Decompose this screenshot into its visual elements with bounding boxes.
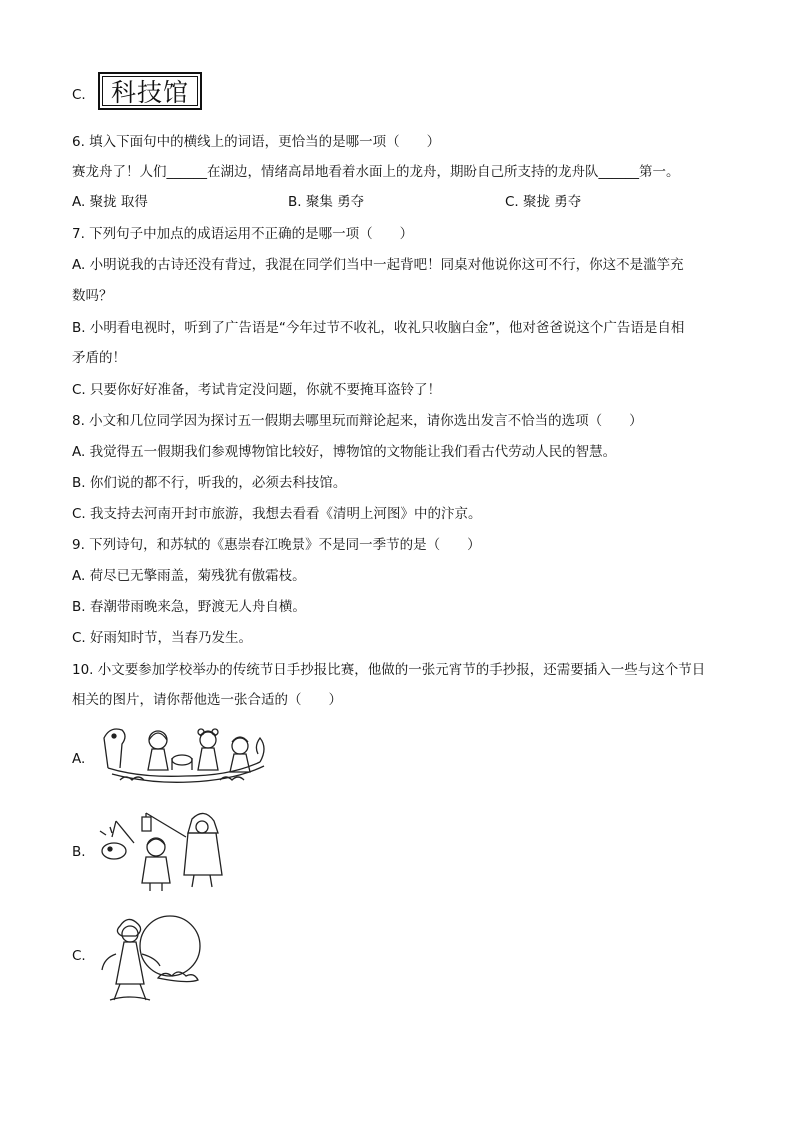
q6-sentence: 赛龙舟了！人们______在湖边，情绪高昂地看着水面上的龙舟，期盼自己所支持的龙舟队______第一。 — [72, 164, 680, 180]
q8-option-a[interactable]: A. 我觉得五一假期我们参观博物馆比较好，博物馆的文物能让我们看古代劳动人民的智慧。 — [72, 444, 617, 460]
q6-stem: 6. 填入下面句中的横线上的词语，更恰当的是哪一项（ ） — [72, 134, 441, 150]
sign-text: 科技馆 — [110, 78, 189, 107]
q7-option-b[interactable]: B. 小明看电视时，听到了广告语是“今年过节不收礼，收礼只收脑白金”，他对爸爸说这个广告语是自相 — [72, 320, 685, 336]
change-moon-picture[interactable] — [98, 914, 218, 1006]
q7-option-c[interactable]: C. 只要你好好准备，考试肯定没问题，你就不要掩耳盗铃了！ — [72, 382, 442, 398]
q6-option-c[interactable]: C. 聚拢 勇夺 — [505, 194, 582, 210]
q7-stem: 7. 下列句子中加点的成语运用不正确的是哪一项（ ） — [72, 226, 414, 242]
q9-option-a[interactable]: A. 荷尽已无擎雨盖，菊残犹有傲霜枝。 — [72, 568, 306, 584]
q9-stem: 9. 下列诗句，和苏轼的《惠崇春江晚景》不是同一季节的是（ ） — [72, 537, 481, 553]
q9-option-c[interactable]: C. 好雨知时节，当春乃发生。 — [72, 630, 253, 646]
option-c-label: C. — [72, 87, 86, 103]
q6-option-a[interactable]: A. 聚拢 取得 — [72, 194, 148, 210]
q6-option-b[interactable]: B. 聚集 勇夺 — [288, 194, 365, 210]
q10-option-c-label[interactable]: C. — [72, 948, 86, 964]
dragon-boat-picture[interactable] — [100, 718, 272, 786]
q7-option-a-cont[interactable]: 数吗？ — [72, 288, 113, 304]
q7-option-b-cont[interactable]: 矛盾的！ — [72, 350, 126, 366]
q9-option-b[interactable]: B. 春潮带雨晚来急，野渡无人舟自横。 — [72, 599, 306, 615]
q10-stem-line2: 相关的图片，请你帮他选一张合适的（ ） — [72, 692, 342, 708]
q10-option-b-label[interactable]: B. — [72, 844, 86, 860]
lantern-children-picture[interactable] — [96, 803, 228, 895]
q8-stem: 8. 小文和几位同学因为探讨五一假期去哪里玩而辩论起来，请你选出发言不恰当的选项（ ） — [72, 413, 643, 429]
q7-option-a[interactable]: A. 小明说我的古诗还没有背过，我混在同学们当中一起背吧！同桌对他说你这可不行，你这不是滥竽充 — [72, 257, 684, 273]
q8-option-b[interactable]: B. 你们说的都不行，听我的，必须去科技馆。 — [72, 475, 347, 491]
q10-option-a-label[interactable]: A. — [72, 751, 86, 767]
q8-option-c[interactable]: C. 我支持去河南开封市旅游，我想去看看《清明上河图》中的汴京。 — [72, 506, 482, 522]
q10-stem-line1: 10. 小文要参加学校举办的传统节日手抄报比赛，他做的一张元宵节的手抄报，还需要插入一些与这个节日 — [72, 662, 706, 678]
science-museum-sign — [98, 72, 202, 110]
